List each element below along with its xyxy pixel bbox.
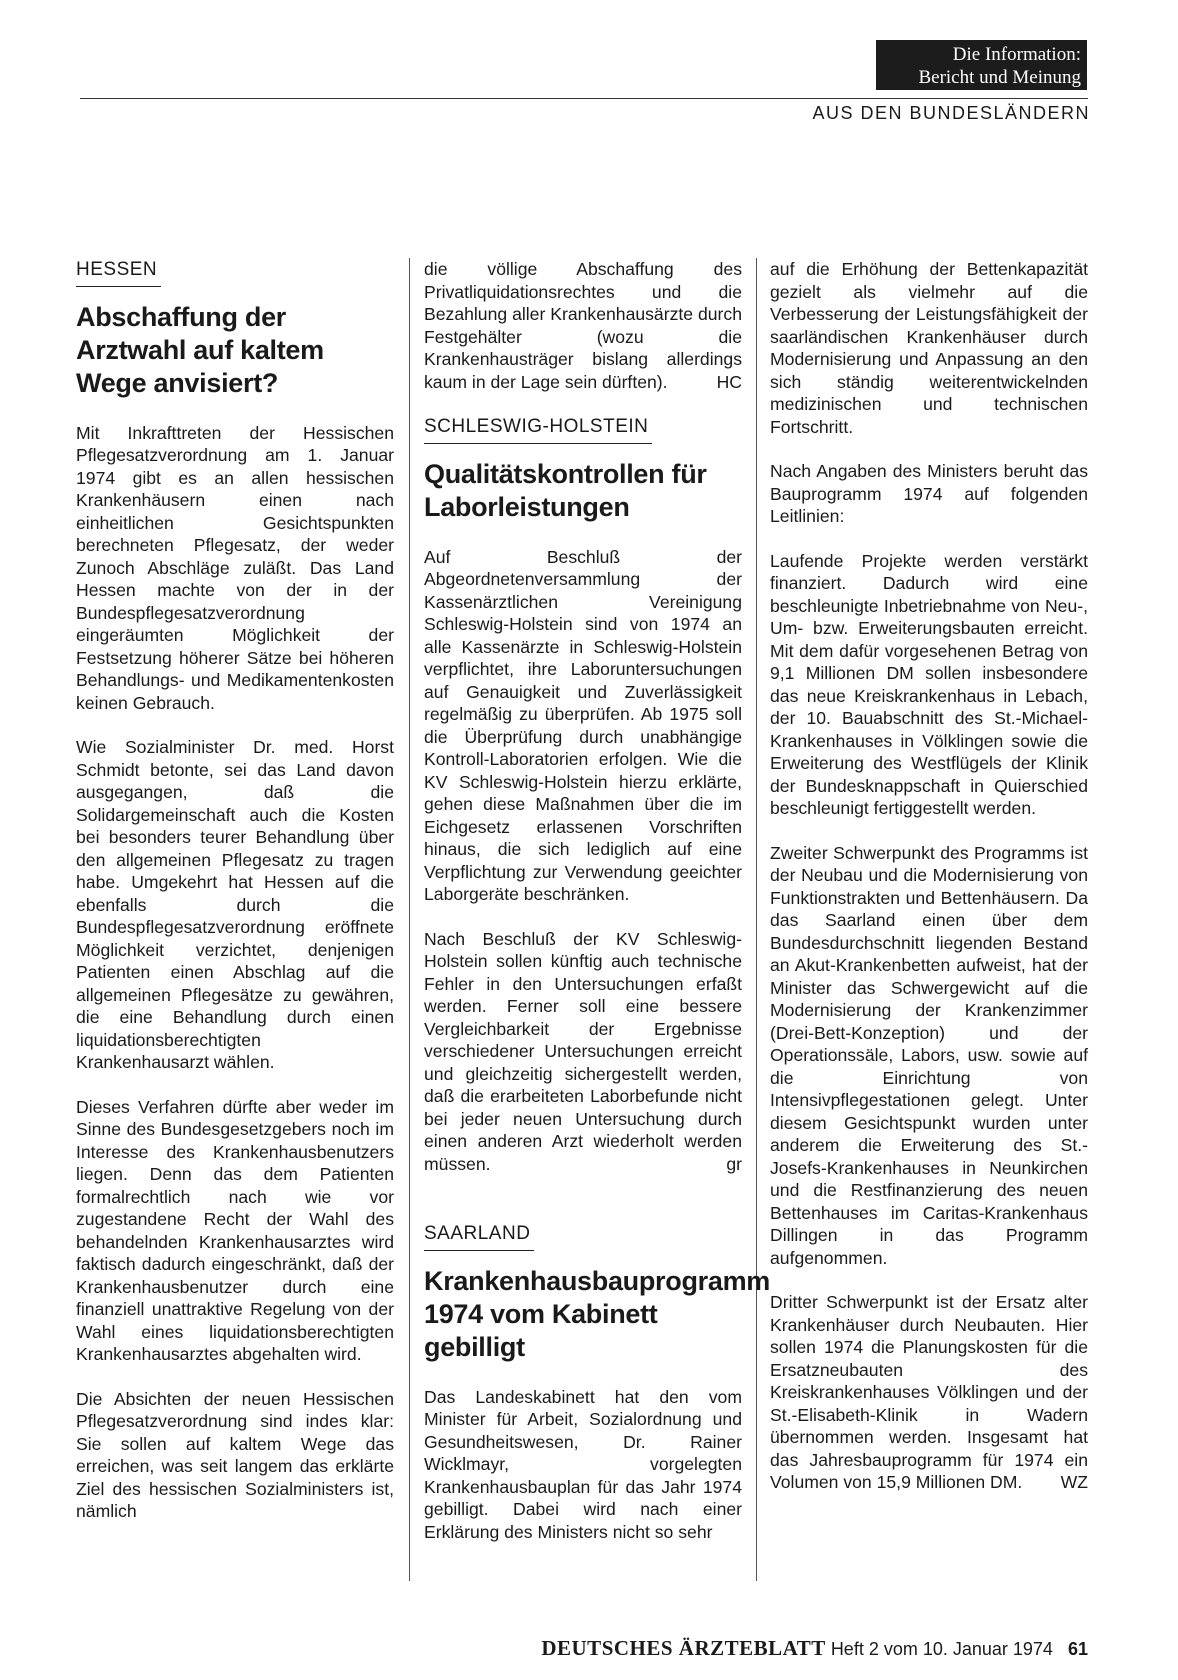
author-initials: gr — [726, 1153, 742, 1174]
section-title: AUS DEN BUNDESLÄNDERN — [812, 103, 1090, 123]
column-3 — [770, 258, 1088, 1516]
paragraph: Laufende Projekte werden verstärkt finanziert. Dadurch wird eine beschleunigte Inbetriebnahme von Neu-, Um- bzw. Erweiterungsbauten erreicht. Mit dem dafür vorgesehenen Betrag von 9,1 Millionen DM sollen insbesondere das neue Kreiskrankenhaus in Lebach, der 10. Bauabschnitt des St.-Michael-Krankenhauses in Völklingen sowie die Erweiterung des Westflügels der Klinik der Bundesknappschaft in Quierschied beschleunigt fertiggestellt werden. — [770, 550, 1088, 818]
headline-saarland: Krankenhausbauprogramm 1974 vom Kabinett gebilligt — [424, 1265, 770, 1362]
author-initials: WZ — [1060, 1472, 1088, 1492]
rubric-line-1: Die Information: — [952, 44, 1081, 65]
region-label-schleswig-holstein: SCHLESWIG-HOLSTEIN — [424, 416, 652, 444]
paragraph: Dieses Verfahren dürfte aber weder im Sinne des Bundesgesetzgebers noch im Interesse des Krankenhausbenutzers liegen. Denn das dem Patienten formalrechtlich nach wie vor zugestandene Recht der Wahl des behandelnden Krankenhausarztes wird faktisch dadurch eingeschränkt, daß der Krankenhausbenutzer durch eine finanziell unattraktive Regelung von der Wahl eines liquidationsberechtigten Krankenhausarztes abgehalten wird. — [76, 1096, 394, 1364]
paragraph — [424, 258, 742, 393]
column-2 — [424, 258, 770, 1565]
masthead: DEUTSCHES ÄRZTEBLATT — [541, 1636, 826, 1660]
page-footer — [0, 1636, 1088, 1661]
rubric-line-2: Bericht und Meinung — [918, 67, 1081, 88]
paragraph: Die Absichten der neuen Hessischen Pflegesatzverordnung sind indes klar: Sie sollen auf kaltem Wege das erreichen, was seit langem das erklärte Ziel des hessischen Sozialministers ist, nämlich — [76, 1388, 394, 1521]
rubric-box — [876, 40, 1087, 90]
paragraph: auf die Erhöhung der Bettenkapazität gezielt als vielmehr auf die Verbesserung der Leistungsfähigkeit der saarländischen Krankenhäuser durch Modernisierung und Anpassung an den sich ständig weiterentwickelnden medizinischen und technischen Fortschritt. — [770, 259, 1088, 437]
paragraph-text: Nach Beschluß der KV Schleswig-Holstein sollen künftig auch technische Fehler in den Untersuchungen erfaßt werden. Ferner soll eine bessere Vergleichbarkeit der Ergebnisse verschiedener Untersuchungen erreicht und gleichzeitig sichergestellt werden, daß die erarbeiteten Laborbefunde nicht bei jeder neuen Untersuchung durch einen anderen Arzt wiederholt werden müssen. — [424, 928, 742, 1174]
page-number: 61 — [1067, 1639, 1088, 1659]
issue-info: Heft 2 vom 10. Januar 1974 — [830, 1639, 1053, 1659]
paragraph: Auf Beschluß der Abgeordnetenversammlung der Kassenärztlichen Vereinigung Schleswig-Holstein sind von 1974 an alle Kassenärzte in Schleswig-Holstein verpflichtet, ihre Laboruntersuchungen auf Genauigkeit und Zuverlässigkeit regelmäßig zu überprüfen. Ab 1975 soll die Überprüfung durch unabhängige Kontroll-Laboratorien erfolgen. Wie die KV Schleswig-Holstein hierzu erklärte, gehen diese Maßnahmen über die im Eichgesetz erlassenen Vorschriften hinaus, die sich lediglich auf eine Verpflichtung zur Verwendung geeichter Laborgeräte beschränken. — [424, 546, 742, 904]
paragraph — [770, 1291, 1088, 1494]
region-label-hessen: HESSEN — [76, 259, 161, 287]
column-1 — [76, 258, 394, 1545]
paragraph: Nach Angaben des Ministers beruht das Bauprogramm 1974 auf folgenden Leitlinien: — [770, 461, 1088, 526]
column-divider-2 — [756, 258, 757, 1581]
paragraph — [424, 928, 742, 1176]
headline-schleswig-holstein: Qualitätskontrollen für Laborleistungen — [424, 458, 707, 522]
author-initials: HC — [716, 371, 742, 392]
headline-hessen: Abschaffung der Arztwahl auf kaltem Wege anvisiert? — [76, 301, 324, 398]
paragraph: Das Landeskabinett hat den vom Minister für Arbeit, Sozialordnung und Gesundheitswesen, Dr. Rainer Wicklmayr, vorgelegten Krankenhausbauplan für das Jahr 1974 gebilligt. Dabei wird nach einer Erklärung des Ministers nicht so sehr — [424, 1386, 742, 1542]
paragraph: Wie Sozialminister Dr. med. Horst Schmidt betonte, sei das Land davon ausgegangen, daß die Solidargemeinschaft auch die Kosten bei besonders teurer Behandlung über den allgemeinen Pflegesatz zu tragen habe. Umgekehrt hat Hessen auf die ebenfalls durch die Bundespflegesatzverordnung eröffnete Möglichkeit verzichtet, denjenigen Patienten einen Abschlag auf die allgemeinen Pflegesätze zu gewähren, die eine Behandlung durch einen liquidationsberechtigten Krankenhausarzt wählen. — [76, 737, 394, 1072]
paragraph: Zweiter Schwerpunkt des Programms ist der Neubau und die Modernisierung von Funktionstrakten und Bettenhäusern. Da das Saarland einen über dem Bundesdurchschnitt liegenden Bestand an Akut-Krankenbetten aufweist, hat der Minister das Schwergewicht auf die Modernisierung der Krankenzimmer (Drei-Bett-Konzeption) und der Operationssäle, Labors, usw. sowie auf die Einrichtung von Intensivpflegestationen gelegt. Unter diesem Gesichtspunkt wurden unter anderem die Erweiterung des St.-Josefs-Krankenhauses in Neunkirchen und die Restfinanzierung des neuen Bettenhauses im Caritas-Krankenhaus Dillingen in das Programm aufgenommen. — [770, 842, 1088, 1268]
header-rule — [80, 98, 1088, 99]
column-divider-1 — [409, 258, 410, 1581]
paragraph: Mit Inkrafttreten der Hessischen Pflegesatzverordnung am 1. Januar 1974 gibt es an allen hessischen Krankenhäusern einen nach einheitlichen Gesichtspunkten berechneten Pflegesatz, der weder Zunoch Abschläge zuläßt. Das Land Hessen machte von der in der Bundespflegesatzverordnung eingeräumten Möglichkeit der Festsetzung höherer Sätze bei höheren Behandlungs- und Medikamentenkosten keinen Gebrauch. — [76, 422, 394, 713]
region-label-saarland: SAARLAND — [424, 1223, 534, 1251]
paragraph-text: die völlige Abschaffung des Privatliquidationsrechtes und die Bezahlung aller Krankenhausärzte durch Festgehälter (wozu die Krankenhausträger bislang allerdings kaum in der Lage sein dürften). — [424, 259, 742, 392]
paragraph-text: Dritter Schwerpunkt ist der Ersatz alter Krankenhäuser durch Neubauten. Hier sollen 1974 die Planungskosten für die Ersatzneubauten des Kreiskrankenhauses Völklingen und der St.-Elisabeth-Klinik in Wadern übernommen werden. Insgesamt hat das Jahresbauprogramm für 1974 ein Volumen von 15,9 Millionen DM. — [770, 1292, 1088, 1492]
